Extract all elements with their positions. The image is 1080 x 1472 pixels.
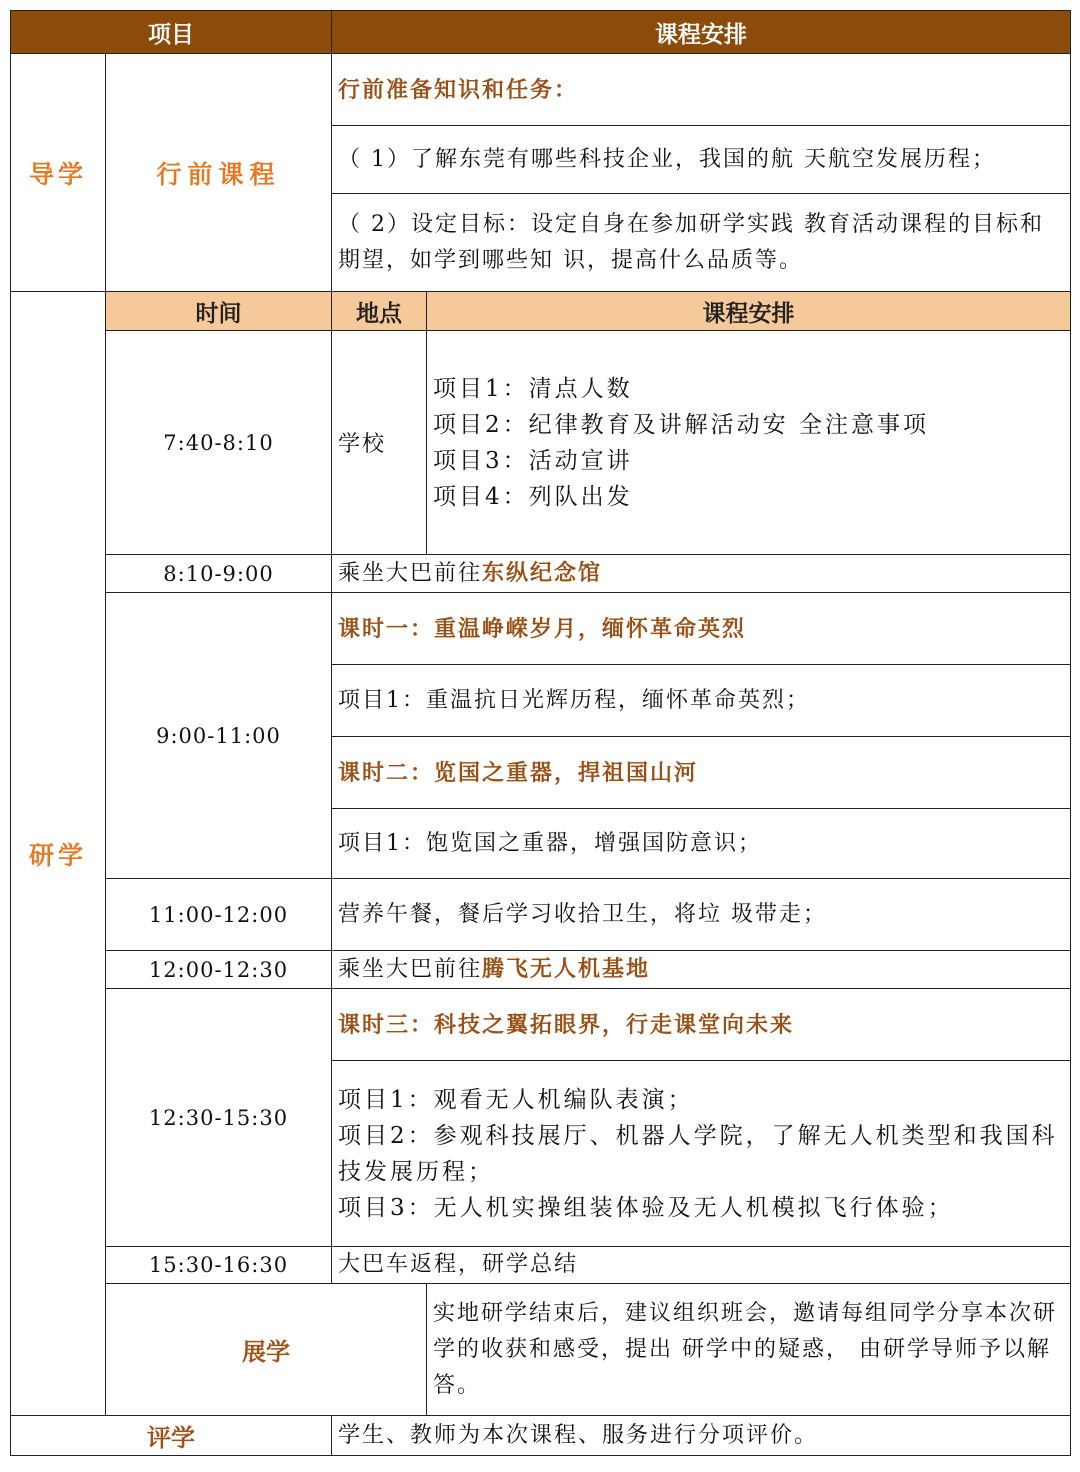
slot6-time: 12:30-15:30 [106,989,332,1247]
slot6-items [332,1061,1071,1247]
slot4-row [11,879,1071,951]
list-item: 项目2：参观科技展厅、机器人学院，了解无人机类型和我国科技发展历程； [338,1122,1058,1185]
daoxue-item1: （ 1）了解东莞有哪些科技企业，我国的航 天航空发展历程； [332,126,1071,194]
slot3-lesson2-item: 项目1：饱览国之重器，增强国防意识； [332,809,1071,879]
slot3-lesson1: 课时一：重温峥嵘岁月，缅怀革命英烈 [332,593,1071,665]
slot5-highlight: 腾飞无人机基地 [482,956,651,982]
subheader-time: 时间 [106,292,332,331]
slot5-prefix: 乘坐大巴前往 [338,957,483,982]
subheader-arrangement: 课程安排 [427,292,1071,331]
slot3-lesson2: 课时二：览国之重器，捍祖国山河 [332,737,1071,809]
daoxue-label: 导学 [11,54,106,292]
slot1-time: 7:40-8:10 [106,331,332,555]
yanxue-subheader-row [11,292,1071,331]
slot3-time: 9:00-11:00 [106,593,332,879]
zhanxue-row [11,1284,1071,1416]
slot4-text: 营养午餐，餐后学习收拾卫生，将垃 圾带走； [332,879,1071,951]
list-item: 项目2：纪律教育及讲解活动安 全注意事项 [433,411,929,438]
slot2-highlight: 东纵纪念馆 [482,560,603,586]
zhanxue-label: 展学 [106,1284,427,1416]
table-header-row [11,11,1071,54]
slot6-lesson3: 课时三：科技之翼拓眼界，行走课堂向未来 [332,989,1071,1061]
slot1-place: 学校 [332,331,427,555]
pingxue-row [11,1416,1071,1456]
pingxue-label: 评学 [11,1416,332,1456]
list-item: 项目3：活动宣讲 [433,447,633,474]
list-item: 项目1：清点人数 [433,375,633,402]
slot2-time: 8:10-9:00 [106,555,332,593]
slot3-lesson1-item: 项目1：重温抗日光辉历程，缅怀革命英烈； [332,665,1071,737]
yanxue-label: 研学 [11,292,106,1416]
daoxue-sub-label: 行前课程 [106,54,332,292]
zhanxue-text: 实地研学结束后，建议组织班会，邀请每组同学分享本次研学的收获和感受，提出 研学中的疑惑， 由研学导师予以解答。 [427,1284,1071,1416]
slot1-row [11,331,1071,555]
slot5-time: 12:00-12:30 [106,951,332,989]
slot5-text [332,951,1071,989]
header-project: 项目 [11,11,332,54]
list-item: 项目1：观看无人机编队表演； [338,1086,694,1113]
slot7-text: 大巴车返程，研学总结 [332,1247,1071,1284]
daoxue-item2: （ 2）设定目标：设定自身在参加研学实践 教育活动课程的目标和期望，如学到哪些知 识，提高什么品质等。 [332,194,1071,292]
daoxue-title: 行前准备知识和任务： [332,54,1071,126]
slot1-items [427,331,1071,555]
schedule-table [10,10,1071,1456]
daoxue-row-title [11,54,1071,126]
slot2-text [332,555,1071,593]
subheader-place: 地点 [332,292,427,331]
list-item: 项目4：列队出发 [433,483,633,510]
slot6-row-lesson3 [11,989,1071,1061]
slot2-row [11,555,1071,593]
header-arrangement: 课程安排 [332,11,1071,54]
slot5-row [11,951,1071,989]
slot3-row-lesson1 [11,593,1071,665]
slot7-time: 15:30-16:30 [106,1247,332,1284]
slot4-time: 11:00-12:00 [106,879,332,951]
slot2-prefix: 乘坐大巴前往 [338,561,483,586]
list-item: 项目3：无人机实操组装体验及无人机模拟飞行体验； [338,1194,954,1221]
pingxue-text: 学生、教师为本次课程、服务进行分项评价。 [332,1416,1071,1456]
slot7-row [11,1247,1071,1284]
